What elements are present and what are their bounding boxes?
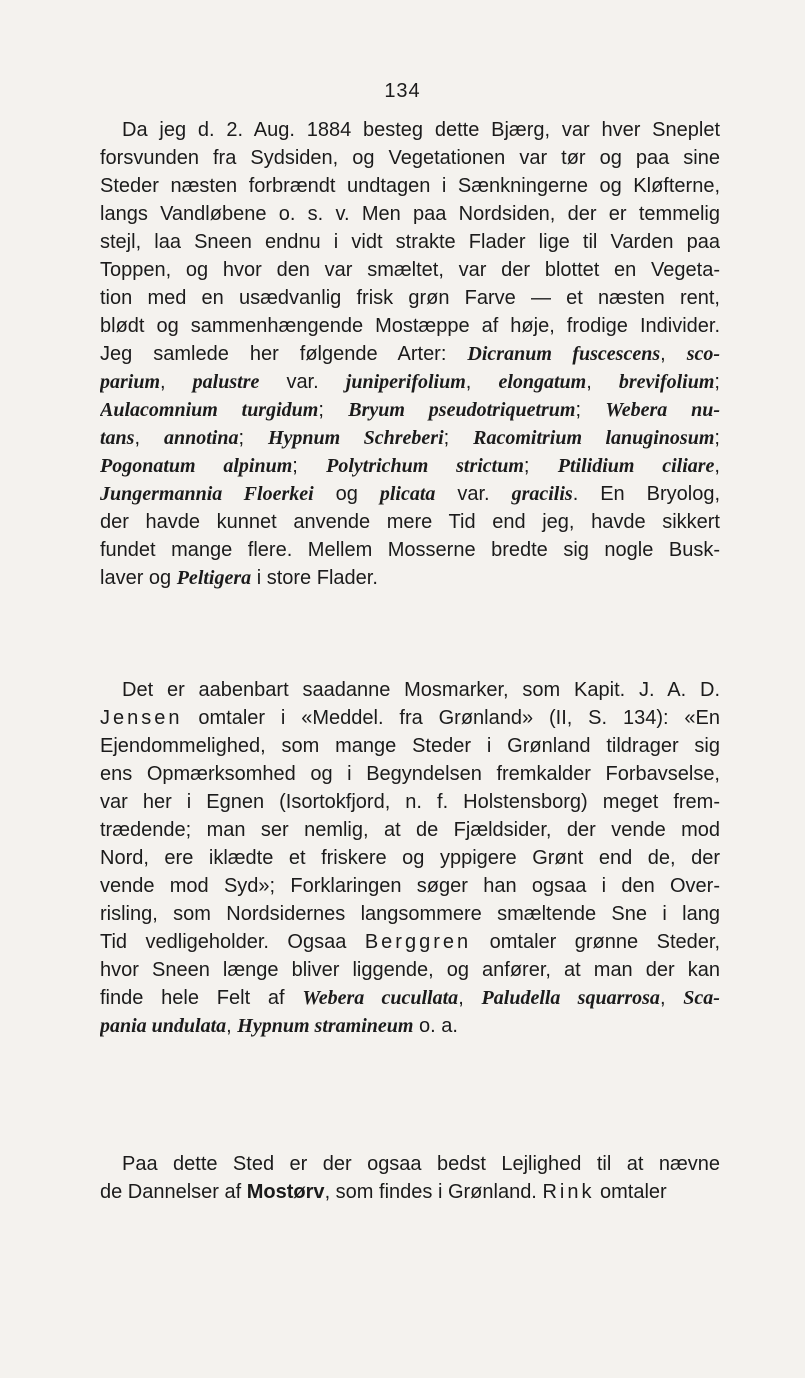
text-line: vende mod Syd»; Forklaringen søger han ogsaa i den Over- bbox=[100, 875, 720, 897]
text-line: pania undulata, Hypnum stramineum o. a. bbox=[100, 1015, 458, 1037]
text-line: tans, annotina; Hypnum Schreberi; Racomitrium lanuginosum; bbox=[100, 427, 720, 449]
text-line: risling, som Nordsidernes langsommere smæltende Sne i lang bbox=[100, 903, 720, 925]
text-line: Pogonatum alpinum; Polytrichum strictum; Ptilidium ciliare, bbox=[100, 455, 720, 477]
text-line: laver og Peltigera i store Flader. bbox=[100, 567, 378, 589]
page-number: 134 bbox=[384, 80, 421, 102]
text-line: trædende; man ser nemlig, at de Fjældsider, der vende mod bbox=[100, 819, 720, 841]
text-line: de Dannelser af Mostørv, som findes i Grønland. Rink omtaler bbox=[100, 1181, 667, 1203]
text-line: ens Opmærksomhed og i Begyndelsen fremkalder Forbavselse, bbox=[100, 763, 720, 785]
text-line: Toppen, og hvor den var smæltet, var der blottet en Vegeta- bbox=[100, 259, 720, 281]
text-line: hvor Sneen længe bliver liggende, og anfører, at man der kan bbox=[100, 959, 720, 981]
text-line: var her i Egnen (Isortokfjord, n. f. Holstensborg) meget frem- bbox=[100, 791, 720, 813]
text-line: finde hele Felt af Webera cucullata, Paludella squarrosa, Sca- bbox=[100, 987, 720, 1009]
text-line: fundet mange flere. Mellem Mosserne bredte sig nogle Busk- bbox=[100, 539, 720, 561]
text-line: Jeg samlede her følgende Arter: Dicranum fuscescens, sco- bbox=[100, 343, 720, 365]
paragraph-3 bbox=[100, 1150, 720, 1206]
text-line: der havde kunnet anvende mere Tid end jeg, havde sikkert bbox=[100, 511, 720, 533]
text-line: blødt og sammenhængende Mostæppe af høje, frodige Individer. bbox=[100, 315, 720, 337]
text-line: Paa dette Sted er der ogsaa bedst Lejlighed til at nævne bbox=[122, 1153, 720, 1175]
text-line: Nord, ere iklædte et friskere og yppigere Grønt end de, der bbox=[100, 847, 720, 869]
text-line: Aulacomnium turgidum; Bryum pseudotriquetrum; Webera nu- bbox=[100, 399, 720, 421]
text-line: Steder næsten forbrændt undtagen i Sænkningerne og Kløfterne, bbox=[100, 175, 720, 197]
text-line: stejl, laa Sneen endnu i vidt strakte Flader lige til Varden paa bbox=[100, 231, 720, 253]
text-line: forsvunden fra Sydsiden, og Vegetationen var tør og paa sine bbox=[100, 147, 720, 169]
text-line: Jensen omtaler i «Meddel. fra Grønland» (II, S. 134): «En bbox=[100, 707, 720, 729]
text-line: langs Vandløbene o. s. v. Men paa Nordsiden, der er temmelig bbox=[100, 203, 720, 225]
text-line: Det er aabenbart saadanne Mosmarker, som Kapit. J. A. D. bbox=[122, 679, 720, 701]
text-line: Da jeg d. 2. Aug. 1884 besteg dette Bjærg, var hver Sneplet bbox=[122, 119, 720, 141]
text-line: Jungermannia Floerkei og plicata var. gracilis. En Bryolog, bbox=[100, 483, 720, 505]
text-line: Ejendommelighed, som mange Steder i Grønland tildrager sig bbox=[100, 735, 720, 757]
text-line: parium, palustre var. juniperifolium, elongatum, brevifolium; bbox=[100, 371, 720, 393]
paragraph-1 bbox=[100, 116, 720, 592]
paragraph-2 bbox=[100, 676, 720, 1040]
text-line: tion med en usædvanlig frisk grøn Farve — et næsten rent, bbox=[100, 287, 720, 309]
text-line: Tid vedligeholder. Ogsaa Berggren omtaler grønne Steder, bbox=[100, 931, 720, 953]
